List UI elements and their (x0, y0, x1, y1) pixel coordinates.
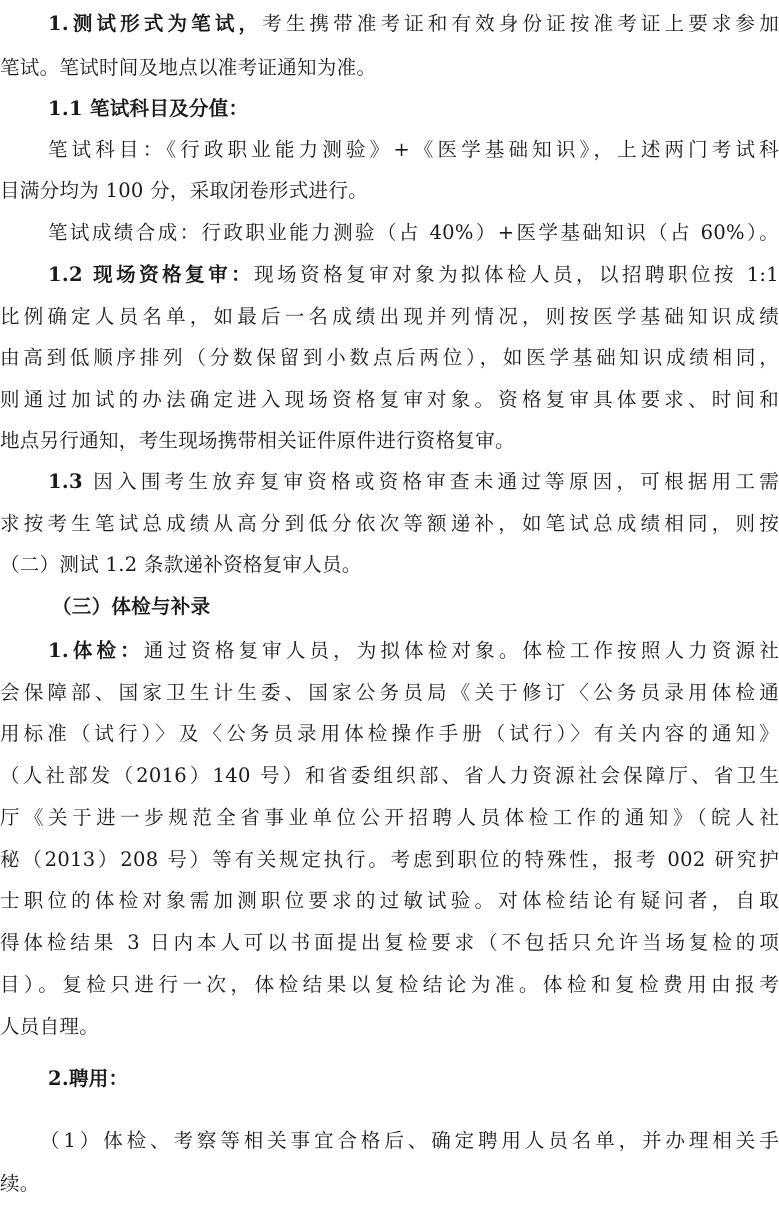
section-heading-1-1: 1.1 笔试科目及分值： (48, 97, 249, 120)
review-line-5: 地点另行通知，考生现场携带相关证件原件进行资格复审。 (0, 429, 515, 452)
exam-form-text: 考生携带准考证和有效身份证按准考证上要求参加 (262, 12, 779, 35)
physical-exam-line-4: （人社部发（2016）140 号）和省委组织部、省人力资源社会保障厅、省卫生 (0, 764, 779, 787)
physical-exam-text: 通过资格复审人员，为拟体检对象。体检工作按照人力资源社 (143, 639, 779, 662)
section-heading-3: （三）体检与补录 (52, 595, 211, 618)
physical-exam-heading: 1.体检： (48, 639, 144, 662)
physical-exam-line-7: 士职位的体检对象需加测职位要求的过敏试验。对体检结论有疑问者，自取 (0, 889, 779, 912)
physical-exam-line-10: 人员自理。 (0, 1015, 100, 1038)
physical-exam-line-5: 厅《关于进一步规范全省事业单位公开招聘人员体检工作的通知》（皖人社 (0, 806, 779, 829)
review-line-1 (0, 256, 779, 294)
review-heading: 1.2 现场资格复审： (48, 263, 255, 286)
physical-exam-line-3: 用标准（试行）〉及〈公务员录用体检操作手册（试行）〉有关内容的通知》 (0, 722, 779, 745)
review-line-3: 由高到低顺序排列（分数保留到小数点后两位），如医学基础知识成绩相同， (0, 346, 779, 369)
subjects-line-2: 目满分均为 100 分，采取闭卷形式进行。 (0, 179, 368, 202)
supplement-line-2: 求按考生笔试总成绩从高分到低分依次等额递补，如笔试总成绩相同，则按 (0, 512, 779, 535)
physical-exam-line-6: 秘（2013）208 号）等有关规定执行。考虑到职位的特殊性，报考 002 研究护 (0, 848, 779, 871)
hiring-line-2: 续。 (0, 1172, 40, 1195)
physical-exam-line-2: 会保障部、国家卫生计生委、国家公务员局《关于修订〈公务员录用体检通 (0, 681, 779, 704)
section-heading-hiring: 2.聘用： (48, 1067, 129, 1090)
exam-form-heading: 1.测试形式为笔试， (48, 12, 263, 35)
supplement-text: 因入围考生放弃复审资格或资格审查未通过等原因，可根据用工需 (82, 470, 779, 493)
supplement-line-3: （二）测试 1.2 条款递补资格复审人员。 (0, 553, 362, 576)
score-composite-line: 笔试成绩合成：行政职业能力测验（占 40%）+医学基础知识（占 60%）。 (48, 221, 779, 244)
supplement-heading: 1.3 (48, 470, 83, 493)
physical-exam-line-1 (0, 632, 779, 670)
paragraph-exam-form-line-2: 笔试。笔试时间及地点以准考证通知为准。 (0, 56, 377, 79)
paragraph-exam-form-line-1 (0, 5, 779, 43)
physical-exam-line-8: 得体检结果 3 日内本人可以书面提出复检要求（不包括只允许当场复检的项 (0, 931, 779, 954)
hiring-line-1: （1）体检、考察等相关事宜合格后、确定聘用人员名单，并办理相关手 (40, 1129, 779, 1152)
review-line-4: 则通过加试的办法确定进入现场资格复审对象。资格复审具体要求、时间和 (0, 388, 779, 411)
supplement-line-1 (0, 463, 779, 501)
review-line-2: 比例确定人员名单，如最后一名成绩出现并列情况，则按医学基础知识成绩 (0, 305, 779, 328)
subjects-line-1: 笔试科目：《行政职业能力测验》+《医学基础知识》，上述两门考试科 (48, 138, 779, 161)
physical-exam-line-9: 目）。复检只进行一次，体检结果以复检结论为准。体检和复检费用由报考 (0, 973, 779, 996)
review-text: 现场资格复审对象为拟体检人员，以招聘职位按 1:1 (254, 263, 779, 286)
